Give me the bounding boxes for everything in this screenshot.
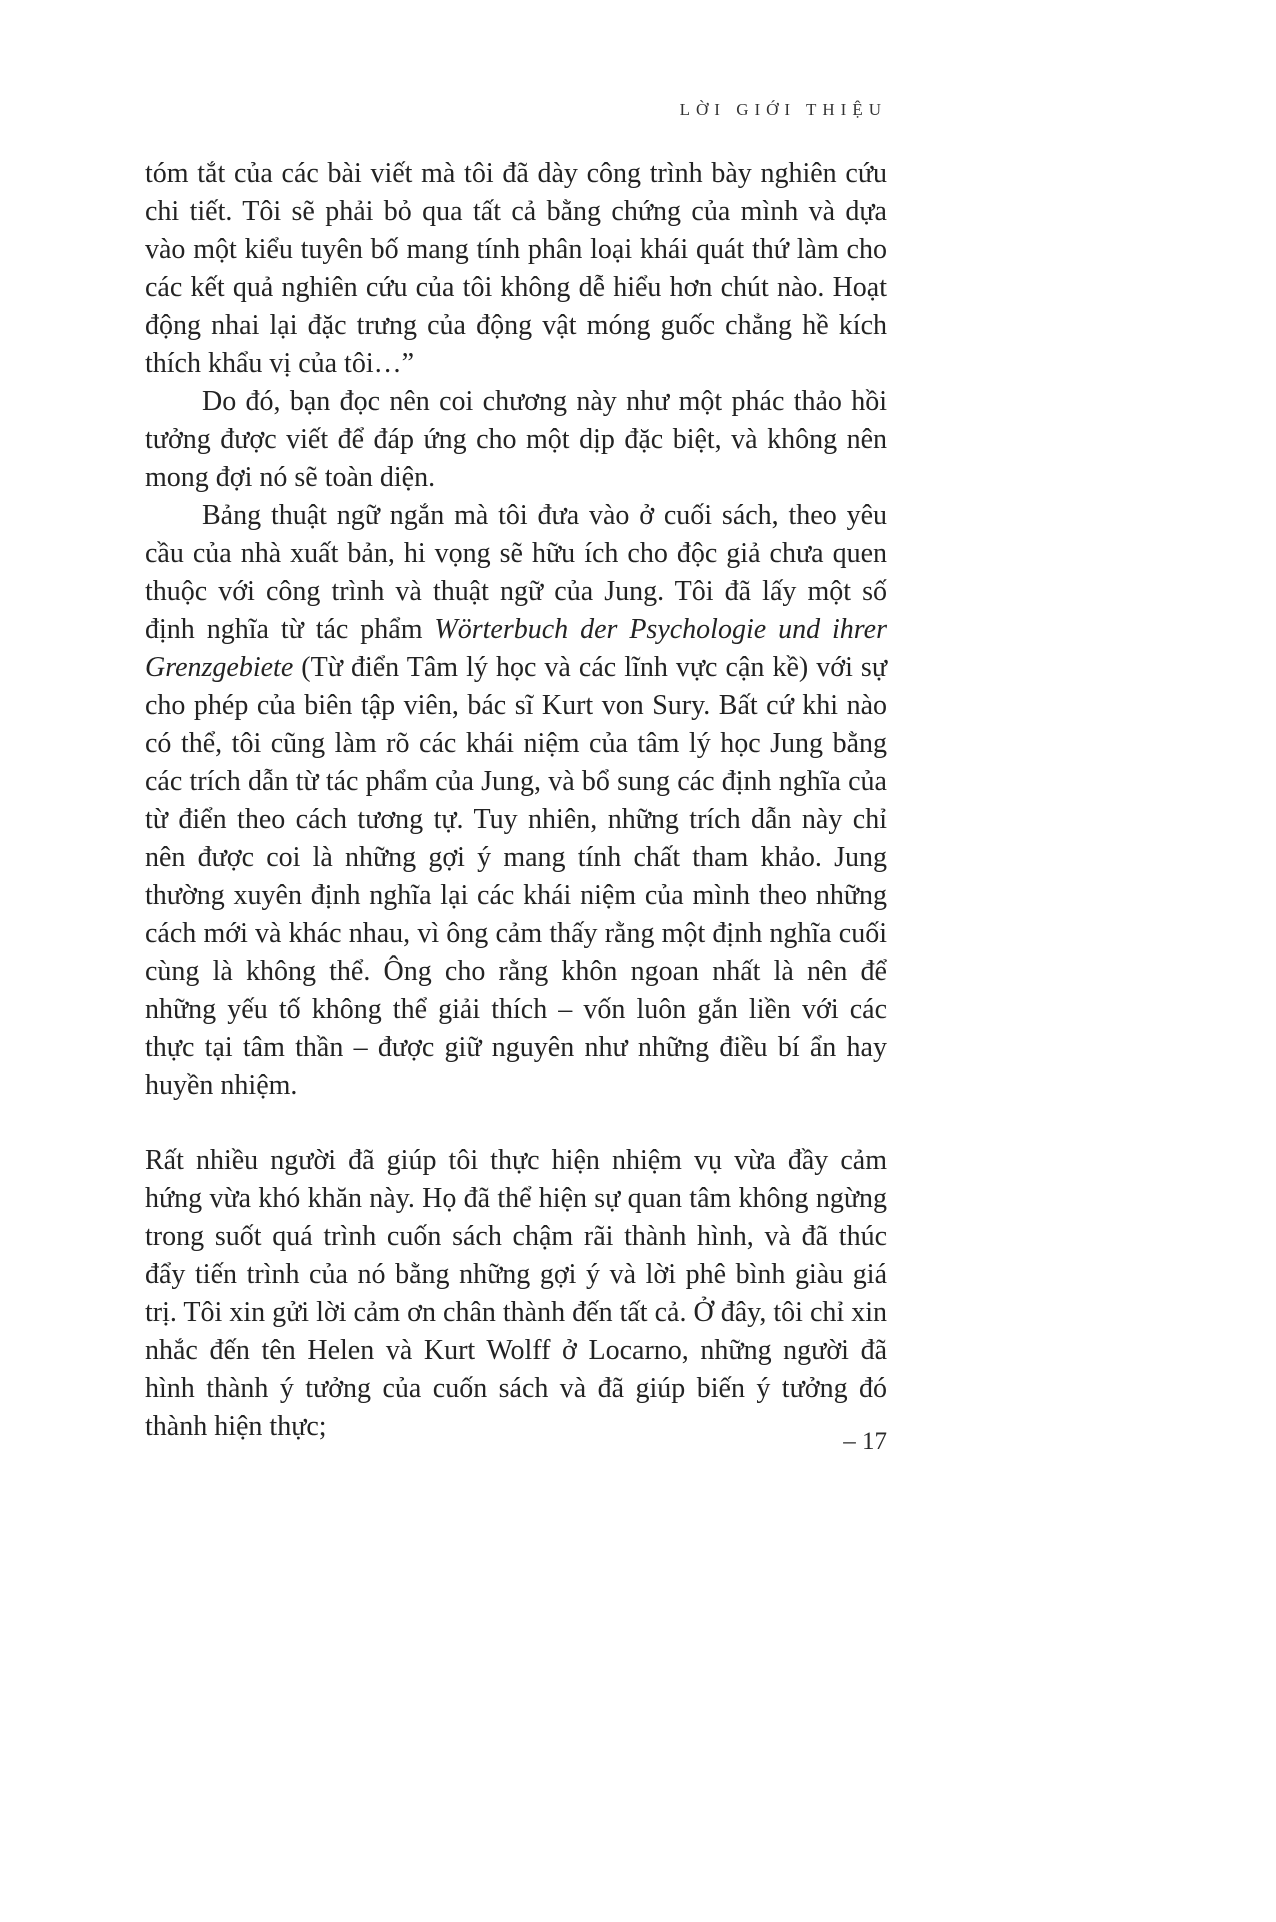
paragraph-3-text-before: Bảng thuật ngữ ngắn mà tôi đưa vào ở cuối sách, theo yêu cầu của nhà xuất bản, hi vọng sẽ hữu ích cho độc giả chưa quen thuộc với công trình và thuật ngữ của Jung. Tôi đã lấy một số định nghĩa từ tác phẩm [145,500,887,645]
book-title-italic: Wörterbuch der Psychologie und ihrer Grenzgebiete [145,614,887,683]
paragraph-1: tóm tắt của các bài viết mà tôi đã dày công trình bày nghiên cứu chi tiết. Tôi sẽ phải bỏ qua tất cả bằng chứng của mình và dựa vào một kiểu tuyên bố mang tính phân loại khái quát thứ làm cho các kết quả nghiên cứu của tôi không dễ hiểu hơn chút nào. Hoạt động nhai lại đặc trưng của động vật móng guốc chẳng hề kích thích khẩu vị của tôi…” [145,158,887,379]
body-text-block [145,155,887,1446]
page-number: – 17 [843,1428,887,1455]
paragraph-2: Do đó, bạn đọc nên coi chương này như một phác thảo hồi tưởng được viết để đáp ứng cho một dịp đặc biệt, và không nên mong đợi nó sẽ toàn diện. [145,386,887,493]
paragraph-3 [145,497,887,1105]
paragraph-4: Rất nhiều người đã giúp tôi thực hiện nhiệm vụ vừa đầy cảm hứng vừa khó khăn này. Họ đã thể hiện sự quan tâm không ngừng trong suốt quá trình cuốn sách chậm rãi thành hình, và đã thúc đẩy tiến trình của nó bằng những gợi ý và lời phê bình giàu giá trị. Tôi xin gửi lời cảm ơn chân thành đến tất cả. Ở đây, tôi chỉ xin nhắc đến tên Helen và Kurt Wolff ở Locarno, những người đã hình thành ý tưởng của cuốn sách và đã giúp biến ý tưởng đó thành hiện thực; [145,1145,887,1442]
paragraph-3-text-after: (Từ điển Tâm lý học và các lĩnh vực cận kề) với sự cho phép của biên tập viên, bác sĩ Kurt von Sury. Bất cứ khi nào có thể, tôi cũng làm rõ các khái niệm của tâm lý học Jung bằng các trích dẫn từ tác phẩm của Jung, và bổ sung các định nghĩa của từ điển theo cách tương tự. Tuy nhiên, những trích dẫn này chỉ nên được coi là những gợi ý mang tính chất tham khảo. Jung thường xuyên định nghĩa lại các khái niệm của mình theo những cách mới và khác nhau, vì ông cảm thấy rằng một định nghĩa cuối cùng là không thể. Ông cho rằng khôn ngoan nhất là nên để những yếu tố không thể giải thích – vốn luôn gắn liền với các thực tại tâm thần – được giữ nguyên như những điều bí ẩn hay huyền nhiệm. [145,652,887,1101]
running-header: LỜI GIỚI THIỆU [679,100,887,119]
